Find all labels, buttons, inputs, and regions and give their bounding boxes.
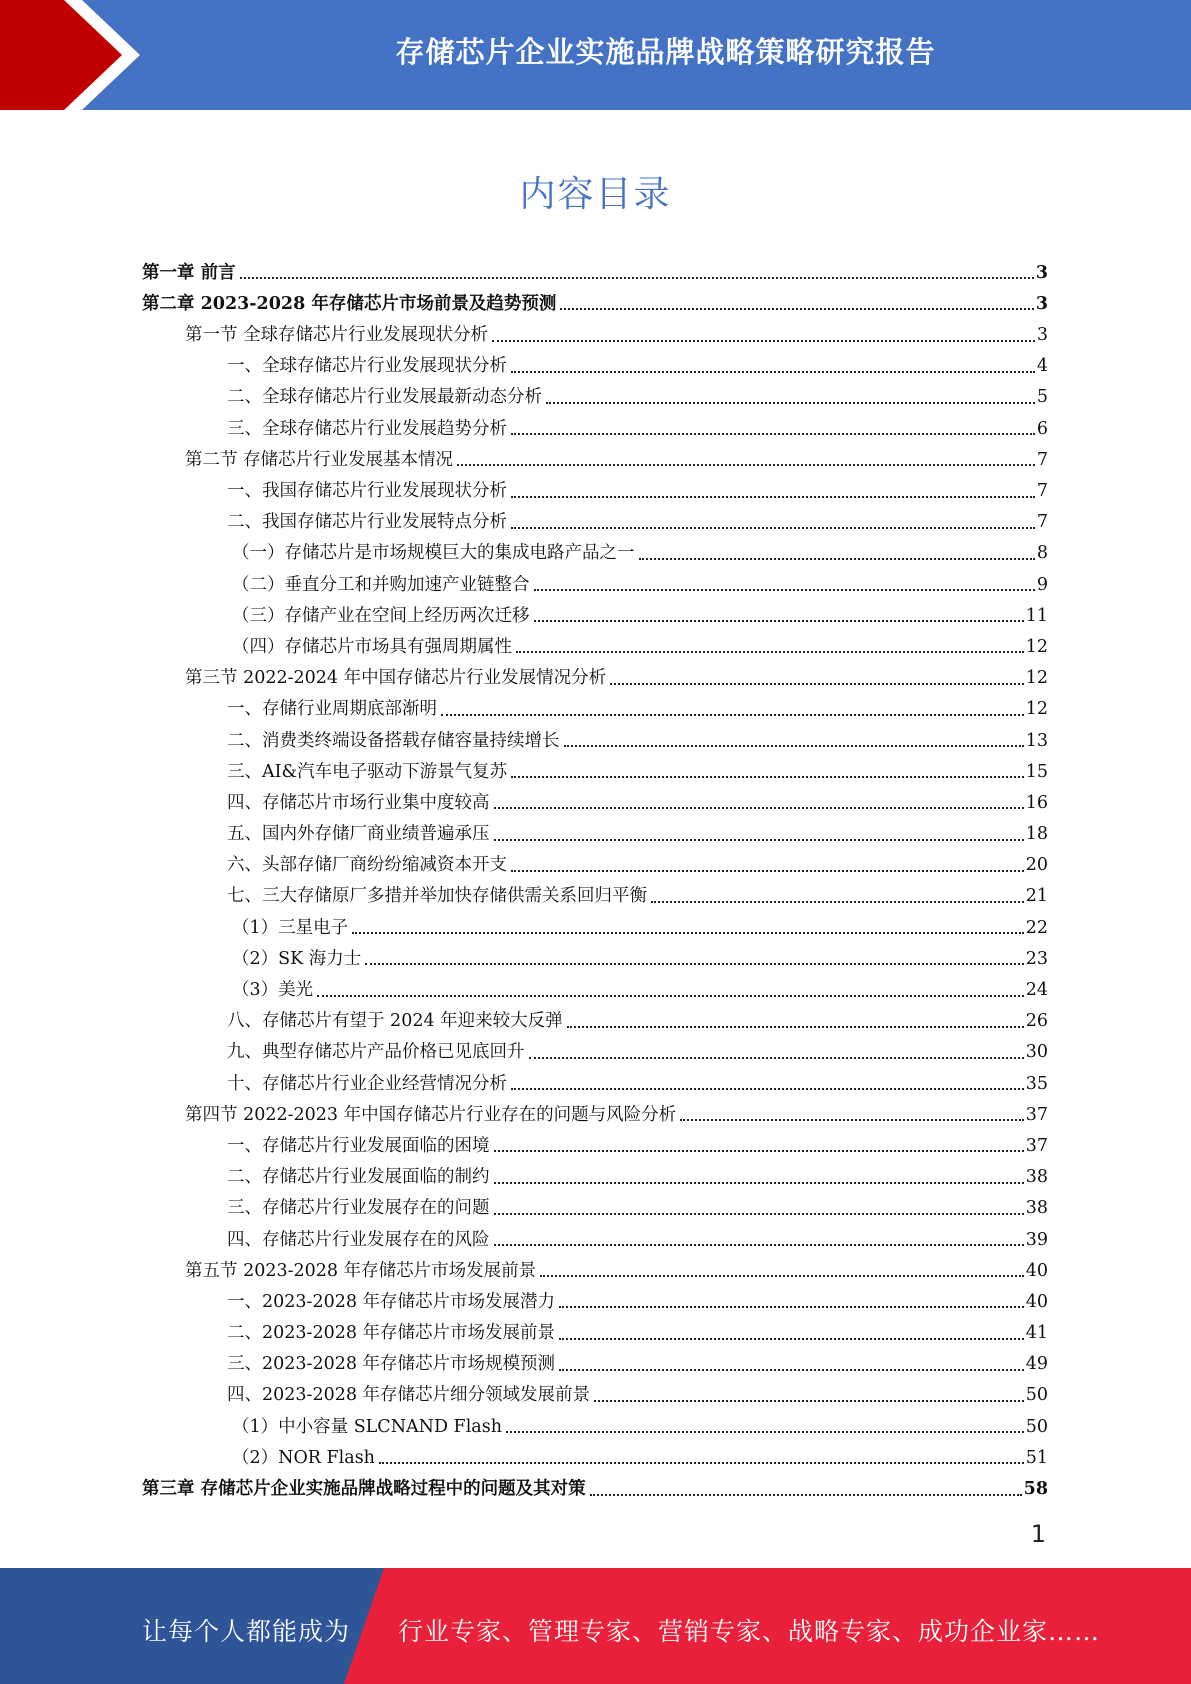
table-of-contents <box>142 254 1048 1502</box>
toc-entry-label: （四）存储芯片市场具有强周期属性 <box>232 636 512 657</box>
toc-entry-page: 5 <box>1036 387 1048 408</box>
toc-entry[interactable] <box>142 348 1048 379</box>
toc-entry[interactable] <box>142 628 1048 659</box>
toc-entry-label: （2）SK 海力士 <box>232 948 362 969</box>
toc-entry-label: 三、2023-2028 年存储芯片市场规模预测 <box>227 1354 556 1375</box>
toc-entry[interactable] <box>142 566 1048 597</box>
toc-entry-page: 12 <box>1025 668 1048 689</box>
toc-entry-label: （二）垂直分工和并购加速产业链整合 <box>232 574 530 595</box>
toc-entry-label: 三、AI&汽车电子驱动下游景气复苏 <box>227 761 508 782</box>
toc-entry-label: 三、全球存储芯片行业发展趋势分析 <box>227 418 507 439</box>
toc-dot-leader <box>560 308 1033 310</box>
toc-entry-label: 一、全球存储芯片行业发展现状分析 <box>227 356 507 377</box>
toc-entry[interactable] <box>142 1221 1048 1252</box>
toc-entry-page: 7 <box>1036 512 1048 533</box>
toc-entry-page: 58 <box>1023 1479 1048 1499</box>
toc-entry-label: 第一章 前言 <box>142 262 236 283</box>
footer-slogan-right: 行业专家、管理专家、营销专家、战略专家、成功企业家…… <box>398 1617 1101 1646</box>
toc-entry[interactable] <box>142 1158 1048 1189</box>
toc-dot-leader <box>457 464 1035 466</box>
toc-entry-page: 37 <box>1025 1135 1048 1156</box>
toc-dot-leader <box>564 745 1024 747</box>
toc-dot-leader <box>494 1150 1024 1152</box>
toc-entry-label: 十、存储芯片行业企业经营情况分析 <box>227 1073 507 1094</box>
page-number: 1 <box>1030 1520 1046 1548</box>
toc-entry[interactable] <box>142 659 1048 690</box>
toc-dot-leader <box>546 402 1035 404</box>
toc-dot-leader <box>529 1057 1024 1059</box>
toc-entry-label: 二、全球存储芯片行业发展最新动态分析 <box>227 387 542 408</box>
toc-entry-page: 51 <box>1025 1447 1048 1468</box>
toc-entry-page: 12 <box>1025 636 1048 657</box>
document-title: 存储芯片企业实施品牌战略策略研究报告 <box>395 34 936 69</box>
toc-entry-label: 第四节 2022-2023 年中国存储芯片行业存在的问题与风险分析 <box>185 1104 677 1125</box>
toc-entry-page: 39 <box>1025 1229 1048 1250</box>
toc-entry[interactable] <box>142 410 1048 441</box>
toc-entry-page: 4 <box>1036 356 1048 377</box>
toc-entry-page: 3 <box>1036 325 1048 346</box>
toc-entry[interactable] <box>142 1034 1048 1065</box>
toc-entry[interactable] <box>142 379 1048 410</box>
toc-dot-leader <box>441 714 1024 716</box>
toc-entry-page: 16 <box>1025 792 1048 813</box>
toc-entry[interactable] <box>142 753 1048 784</box>
toc-entry[interactable] <box>142 1470 1048 1501</box>
toc-entry-page: 9 <box>1036 574 1048 595</box>
footer-slogan-left: 让每个人都能成为 <box>142 1617 351 1646</box>
toc-dot-leader <box>540 1275 1024 1277</box>
toc-entry[interactable] <box>142 1096 1048 1127</box>
toc-entry-page: 35 <box>1025 1073 1048 1094</box>
toc-dot-leader <box>511 527 1035 529</box>
toc-entry-page: 40 <box>1025 1291 1048 1312</box>
toc-entry-page: 49 <box>1025 1354 1048 1375</box>
toc-dot-leader <box>494 1244 1024 1246</box>
toc-entry[interactable] <box>142 722 1048 753</box>
toc-dot-leader <box>516 651 1024 653</box>
toc-entry[interactable] <box>142 1252 1048 1283</box>
toc-entry[interactable] <box>142 784 1048 815</box>
toc-entry-page: 37 <box>1025 1104 1048 1125</box>
toc-entry-page: 20 <box>1025 855 1048 876</box>
toc-entry-label: 八、存储芯片有望于 2024 年迎来较大反弹 <box>227 1011 563 1032</box>
toc-entry-page: 3 <box>1035 262 1048 283</box>
toc-entry[interactable] <box>142 597 1048 628</box>
toc-entry-page: 18 <box>1025 824 1048 845</box>
toc-dot-leader <box>534 589 1035 591</box>
toc-entry[interactable] <box>142 691 1048 722</box>
toc-dot-leader <box>494 839 1024 841</box>
toc-entry[interactable] <box>142 1377 1048 1408</box>
toc-entry-page: 41 <box>1025 1323 1048 1344</box>
toc-entry-label: 五、国内外存储厂商业绩普遍承压 <box>227 824 490 845</box>
toc-entry-page: 12 <box>1025 699 1048 720</box>
toc-entry-label: 一、我国存储芯片行业发展现状分析 <box>227 481 507 501</box>
toc-heading: 内容目录 <box>519 174 672 215</box>
toc-entry-page: 7 <box>1036 449 1048 470</box>
toc-entry-label: （1）三星电子 <box>232 917 349 938</box>
toc-entry-page: 50 <box>1025 1416 1048 1437</box>
toc-dot-leader <box>511 776 1024 778</box>
toc-entry-page: 13 <box>1025 730 1048 751</box>
toc-dot-leader <box>511 371 1035 373</box>
toc-entry-page: 3 <box>1035 293 1048 314</box>
toc-entry-label: （2）NOR Flash <box>232 1447 375 1468</box>
toc-entry-label: 四、存储芯片行业发展存在的风险 <box>227 1229 490 1250</box>
toc-entry[interactable] <box>142 940 1048 971</box>
toc-entry-label: 二、消费类终端设备搭载存储容量持续增长 <box>227 730 560 751</box>
toc-entry-page: 40 <box>1025 1260 1048 1281</box>
toc-entry-page: 26 <box>1025 1011 1048 1032</box>
toc-entry-label: 第五节 2023-2028 年存储芯片市场发展前景 <box>185 1260 537 1281</box>
toc-entry-label: 三、存储芯片行业发展存在的问题 <box>227 1198 490 1219</box>
toc-entry-page: 38 <box>1025 1167 1048 1188</box>
toc-entry[interactable] <box>142 316 1048 347</box>
toc-entry[interactable] <box>142 1190 1048 1221</box>
toc-entry-label: 四、存储芯片市场行业集中度较高 <box>227 792 490 813</box>
toc-dot-leader <box>651 901 1024 903</box>
toc-entry[interactable] <box>142 847 1048 878</box>
toc-dot-leader <box>494 1182 1024 1184</box>
toc-dot-leader <box>559 1369 1024 1371</box>
toc-entry-label: 七、三大存储原厂多措并举加快存储供需关系回归平衡 <box>227 886 647 907</box>
toc-dot-leader <box>559 1306 1024 1308</box>
toc-entry-page: 8 <box>1036 543 1048 564</box>
toc-entry[interactable] <box>142 815 1048 846</box>
toc-entry-label: （三）存储产业在空间上经历两次迁移 <box>232 605 530 626</box>
toc-entry-label: 第三章 存储芯片企业实施品牌战略过程中的问题及其对策 <box>142 1479 586 1499</box>
toc-entry[interactable] <box>142 285 1048 316</box>
toc-dot-leader <box>610 683 1024 685</box>
toc-entry[interactable] <box>142 878 1048 909</box>
toc-entry-label: 二、2023-2028 年存储芯片市场发展前景 <box>227 1323 556 1344</box>
toc-dot-leader <box>379 1462 1024 1464</box>
toc-dot-leader <box>511 433 1035 435</box>
toc-entry-label: （3）美光 <box>232 980 314 1000</box>
toc-dot-leader <box>494 1213 1024 1215</box>
toc-entry[interactable] <box>142 254 1048 285</box>
toc-entry-label: 第二章 2023-2028 年存储芯片市场前景及趋势预测 <box>142 293 557 314</box>
toc-entry-label: 一、存储芯片行业发展面临的困境 <box>227 1135 490 1156</box>
header-bar <box>0 0 1191 110</box>
toc-entry[interactable] <box>142 1003 1048 1034</box>
toc-dot-leader <box>492 340 1035 342</box>
toc-entry-page: 22 <box>1025 917 1048 938</box>
toc-dot-leader <box>511 870 1024 872</box>
toc-entry-page: 38 <box>1025 1198 1048 1219</box>
toc-entry[interactable] <box>142 1314 1048 1345</box>
toc-dot-leader <box>317 995 1024 997</box>
toc-dot-leader <box>365 963 1023 965</box>
toc-dot-leader <box>506 1431 1024 1433</box>
toc-dot-leader <box>352 932 1024 934</box>
toc-entry-label: 第一节 全球存储芯片行业发展现状分析 <box>185 325 489 346</box>
toc-entry-label: 一、存储行业周期底部渐明 <box>227 699 437 720</box>
toc-entry-page: 30 <box>1025 1042 1048 1063</box>
toc-entry[interactable] <box>142 504 1048 535</box>
toc-entry[interactable] <box>142 472 1048 503</box>
toc-entry-label: （一）存储芯片是市场规模巨大的集成电路产品之一 <box>232 543 635 564</box>
toc-dot-leader <box>594 1400 1024 1402</box>
toc-entry[interactable] <box>142 1346 1048 1377</box>
toc-entry-label: 第三节 2022-2024 年中国存储芯片行业发展情况分析 <box>185 668 607 689</box>
toc-dot-leader <box>680 1119 1024 1121</box>
toc-entry-page: 21 <box>1025 886 1048 907</box>
toc-entry-page: 11 <box>1025 605 1048 626</box>
toc-entry[interactable] <box>142 441 1048 472</box>
toc-dot-leader <box>590 1494 1022 1496</box>
toc-entry-label: 第二节 存储芯片行业发展基本情况 <box>185 449 454 470</box>
toc-dot-leader <box>240 277 1034 279</box>
toc-entry-label: 六、头部存储厂商纷纷缩减资本开支 <box>227 855 507 876</box>
toc-entry-page: 50 <box>1025 1385 1048 1406</box>
toc-entry-label: （1）中小容量 SLCNAND Flash <box>232 1416 502 1437</box>
toc-entry-page: 7 <box>1036 481 1048 501</box>
toc-entry[interactable] <box>142 909 1048 940</box>
toc-dot-leader <box>559 1338 1024 1340</box>
toc-entry-label: 九、典型存储芯片产品价格已见底回升 <box>227 1042 525 1063</box>
toc-entry-page: 24 <box>1025 980 1048 1000</box>
toc-entry[interactable] <box>142 1408 1048 1439</box>
toc-entry[interactable] <box>142 971 1048 1002</box>
toc-entry[interactable] <box>142 535 1048 566</box>
toc-dot-leader <box>567 1026 1024 1028</box>
toc-entry-label: 二、存储芯片行业发展面临的制约 <box>227 1167 490 1188</box>
toc-entry-label: 二、我国存储芯片行业发展特点分析 <box>227 512 507 533</box>
toc-entry-page: 6 <box>1036 418 1048 439</box>
toc-dot-leader <box>511 1088 1024 1090</box>
toc-entry[interactable] <box>142 1065 1048 1096</box>
toc-dot-leader <box>639 558 1035 560</box>
toc-entry-label: 四、2023-2028 年存储芯片细分领域发展前景 <box>227 1385 591 1406</box>
toc-entry[interactable] <box>142 1127 1048 1158</box>
toc-dot-leader <box>534 620 1024 622</box>
toc-entry-page: 15 <box>1025 761 1048 782</box>
toc-entry[interactable] <box>142 1283 1048 1314</box>
toc-entry-label: 一、2023-2028 年存储芯片市场发展潜力 <box>227 1291 556 1312</box>
toc-entry[interactable] <box>142 1439 1048 1470</box>
toc-dot-leader <box>511 496 1035 498</box>
toc-dot-leader <box>494 807 1024 809</box>
toc-entry-page: 23 <box>1025 948 1048 969</box>
